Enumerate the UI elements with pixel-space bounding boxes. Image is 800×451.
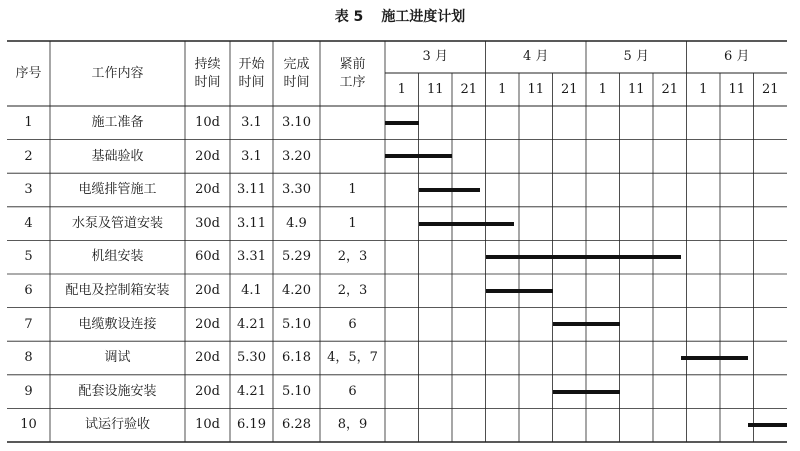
header-day: 1 bbox=[397, 81, 406, 97]
row-duration: 20d bbox=[195, 350, 220, 366]
row-seq: 1 bbox=[24, 115, 33, 131]
header-day: 11 bbox=[627, 81, 645, 97]
row-finish: 3.30 bbox=[282, 182, 311, 198]
row-predecessor: 8，9 bbox=[337, 417, 368, 433]
row-seq: 4 bbox=[24, 215, 33, 231]
row-start: 5.30 bbox=[237, 350, 266, 366]
header-day: 21 bbox=[460, 81, 478, 97]
row-start: 4.21 bbox=[237, 383, 266, 399]
row-predecessor: 6 bbox=[348, 316, 357, 332]
row-finish: 5.10 bbox=[282, 383, 311, 399]
header-finish bbox=[273, 41, 320, 106]
gantt-bar bbox=[486, 289, 553, 293]
gantt-bar bbox=[385, 154, 452, 158]
row-duration: 30d bbox=[195, 215, 220, 231]
table-caption: 施工进度计划 bbox=[381, 9, 466, 25]
gantt-bar bbox=[419, 222, 514, 226]
row-finish: 3.20 bbox=[282, 148, 311, 164]
header-predecessor-line2: 工序 bbox=[339, 74, 366, 90]
row-predecessor: 1 bbox=[348, 215, 357, 231]
header-start-line2: 时间 bbox=[238, 74, 265, 90]
row-task: 调试 bbox=[104, 350, 131, 366]
row-task: 施工准备 bbox=[91, 115, 144, 131]
row-finish: 4.9 bbox=[286, 215, 307, 231]
row-task: 电缆排管施工 bbox=[78, 182, 157, 198]
row-seq: 2 bbox=[24, 148, 33, 164]
row-duration: 20d bbox=[195, 383, 220, 399]
header-month: 5 月 bbox=[623, 49, 649, 65]
row-finish: 3.10 bbox=[282, 115, 311, 131]
header-day: 21 bbox=[761, 81, 779, 97]
table-label: 表 5 bbox=[334, 9, 364, 25]
row-seq: 9 bbox=[24, 383, 33, 399]
row-duration: 60d bbox=[195, 249, 220, 265]
row-seq: 6 bbox=[24, 283, 33, 299]
row-predecessor: 1 bbox=[348, 182, 357, 198]
header-day: 11 bbox=[527, 81, 545, 97]
gantt-bar bbox=[681, 356, 748, 360]
row-start: 4.21 bbox=[237, 316, 266, 332]
row-seq: 10 bbox=[20, 417, 37, 433]
header-day: 1 bbox=[699, 81, 708, 97]
header-seq: 序号 bbox=[15, 65, 42, 81]
row-duration: 20d bbox=[195, 283, 220, 299]
row-predecessor bbox=[320, 106, 385, 140]
row-start: 3.31 bbox=[237, 249, 266, 265]
header-day: 21 bbox=[661, 81, 679, 97]
header-duration bbox=[185, 41, 230, 106]
row-finish: 6.18 bbox=[282, 350, 311, 366]
row-start: 4.1 bbox=[241, 283, 262, 299]
header-duration-line1: 持续 bbox=[194, 56, 221, 72]
row-duration: 20d bbox=[195, 182, 220, 198]
row-start: 3.11 bbox=[237, 215, 266, 231]
header-duration-line2: 时间 bbox=[194, 74, 221, 90]
gantt-bar bbox=[553, 390, 620, 394]
header-day: 1 bbox=[498, 81, 507, 97]
row-task: 配套设施安装 bbox=[78, 383, 157, 399]
header-day: 21 bbox=[560, 81, 578, 97]
row-finish: 5.29 bbox=[282, 249, 311, 265]
gantt-bar bbox=[385, 121, 419, 125]
row-duration: 10d bbox=[195, 417, 220, 433]
header-start bbox=[230, 41, 273, 106]
row-task: 水泵及管道安装 bbox=[71, 215, 163, 231]
row-task: 配电及控制箱安装 bbox=[65, 283, 170, 299]
row-task: 电缆敷设连接 bbox=[78, 316, 157, 332]
row-predecessor: 2，3 bbox=[337, 283, 368, 299]
row-seq: 8 bbox=[24, 350, 33, 366]
row-finish: 6.28 bbox=[282, 417, 311, 433]
row-task: 试运行验收 bbox=[84, 417, 150, 433]
row-seq: 7 bbox=[24, 316, 33, 332]
row-task: 机组安装 bbox=[91, 249, 144, 265]
header-month: 3 月 bbox=[422, 49, 448, 65]
header-predecessor-line1: 紧前 bbox=[339, 56, 366, 72]
row-predecessor: 4，5，7 bbox=[327, 350, 378, 366]
row-seq: 3 bbox=[24, 182, 33, 198]
row-start: 3.1 bbox=[241, 148, 262, 164]
gantt-bar bbox=[419, 188, 481, 192]
header-day: 11 bbox=[426, 81, 444, 97]
header-day: 11 bbox=[728, 81, 746, 97]
row-task: 基础验收 bbox=[91, 148, 144, 164]
header-month: 6 月 bbox=[724, 49, 750, 65]
row-seq: 5 bbox=[24, 249, 33, 265]
header-start-line1: 开始 bbox=[238, 56, 265, 72]
row-predecessor: 6 bbox=[348, 383, 357, 399]
header-day: 1 bbox=[598, 81, 607, 97]
gantt-bar bbox=[553, 322, 620, 326]
row-finish: 4.20 bbox=[282, 283, 311, 299]
row-predecessor bbox=[320, 140, 385, 174]
gantt-bar bbox=[748, 423, 787, 427]
header-finish-line1: 完成 bbox=[283, 56, 310, 72]
header-finish-line2: 时间 bbox=[283, 74, 310, 90]
row-finish: 5.10 bbox=[282, 316, 311, 332]
gantt-bar bbox=[486, 255, 682, 259]
row-start: 3.11 bbox=[237, 182, 266, 198]
header-month: 4 月 bbox=[523, 49, 549, 65]
row-start: 3.1 bbox=[241, 115, 262, 131]
row-duration: 20d bbox=[195, 316, 220, 332]
row-start: 6.19 bbox=[237, 417, 266, 433]
row-predecessor: 2，3 bbox=[337, 249, 368, 265]
row-duration: 10d bbox=[195, 115, 220, 131]
header-predecessor bbox=[320, 41, 385, 106]
row-duration: 20d bbox=[195, 148, 220, 164]
header-task: 工作内容 bbox=[91, 65, 144, 81]
